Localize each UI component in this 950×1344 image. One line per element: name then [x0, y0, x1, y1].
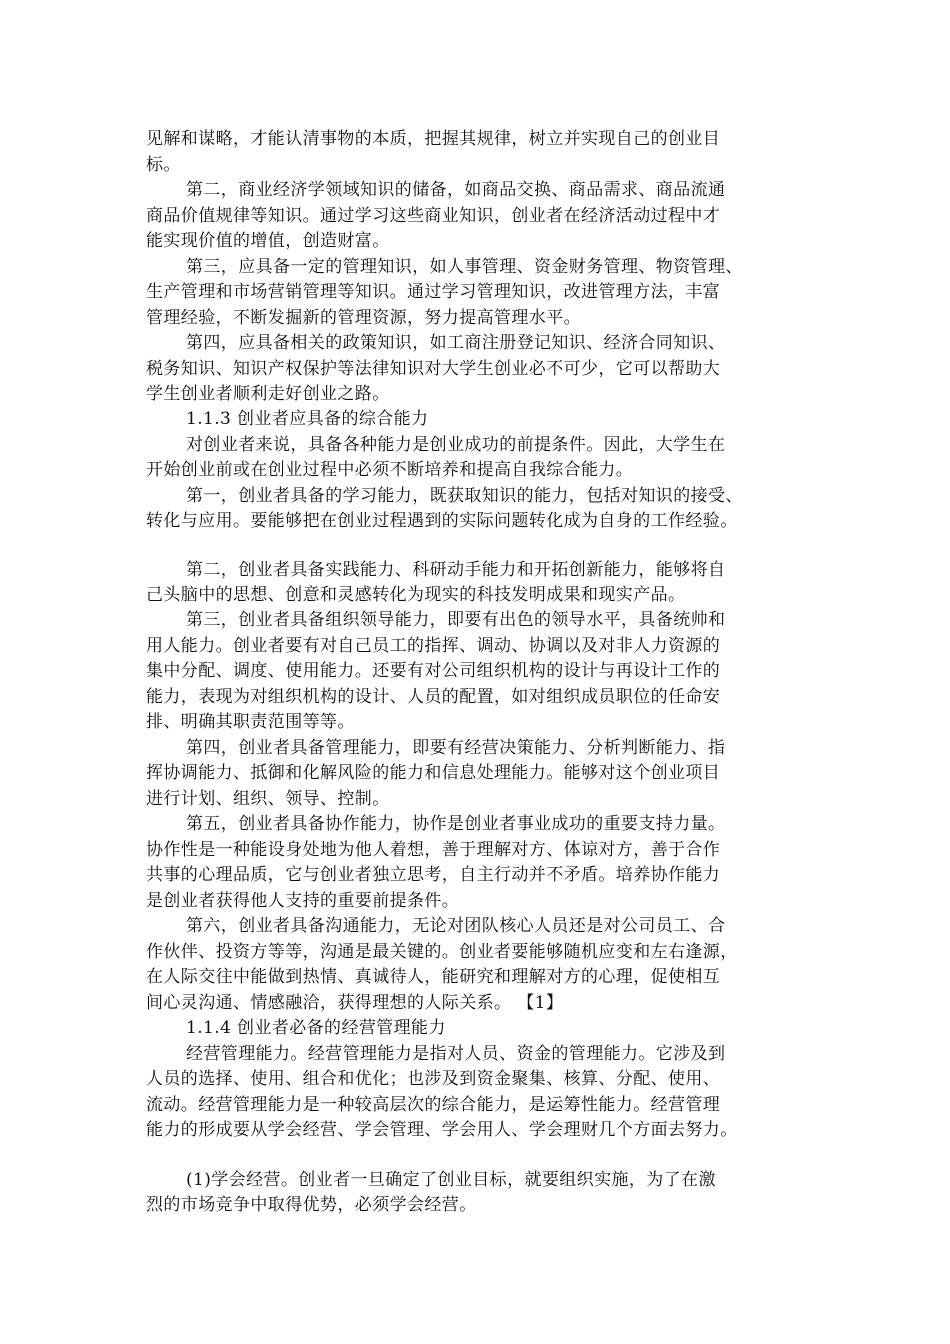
text-line: 排、明确其职责范围等等。	[146, 712, 355, 732]
text-line: 挥协调能力、抵御和化解风险的能力和信息处理能力。能够对这个创业项目	[146, 763, 721, 783]
text-line: 开始创业前或在创业过程中必须不断培养和提高自我综合能力。	[146, 460, 634, 480]
text-line: 第五，创业者具备协作能力，协作是创业者事业成功的重要支持力量。	[186, 814, 726, 834]
text-line: 第三，应具备一定的管理知识，如人事管理、资金财务管理、物资管理、	[186, 257, 743, 277]
section-heading: 1.1.4 创业者必备的经营管理能力	[186, 1018, 446, 1038]
text-line: 第四，应具备相关的政策知识，如工商注册登记知识、经济合同知识、	[186, 333, 726, 353]
text-line: 人员的选择、使用、组合和优化；也涉及到资金聚集、核算、分配、使用、	[146, 1069, 721, 1089]
text-line: 第六，创业者具备沟通能力，无论对团队核心人员还是对公司员工、合	[186, 916, 726, 936]
text-line: 流动。经营管理能力是一种较高层次的综合能力，是运筹性能力。经营管理	[146, 1095, 721, 1115]
text-line: 第二，创业者具备实践能力、科研动手能力和开拓创新能力，能够将自	[186, 560, 726, 580]
text-line: 进行计划、组织、领导、控制。	[146, 789, 390, 809]
text-line: 转化与应用。要能够把在创业过程遇到的实际问题转化成为自身的工作经验。	[146, 511, 738, 531]
text-line: 能实现价值的增值，创造财富。	[146, 231, 390, 251]
text-line: 共事的心理品质，它与创业者独立思考，自主行动并不矛盾。培养协作能力	[146, 865, 721, 885]
text-line: 第三，创业者具备组织领导能力，即要有出色的领导水平，具备统帅和	[186, 610, 726, 630]
text-line: 能力，表现为对组织机构的设计、人员的配置，如对组织成员职位的任命安	[146, 687, 721, 707]
text-line: 间心灵沟通、情感融洽，获得理想的人际关系。 【1】	[146, 993, 564, 1013]
text-line: 商品价值规律等知识。通过学习这些商业知识，创业者在经济活动过程中才	[146, 206, 721, 226]
text-line: 集中分配、调度、使用能力。还要有对公司组织机构的设计与再设计工作的	[146, 661, 721, 681]
text-line: 标。	[146, 155, 181, 175]
text-line: 第一，创业者具备的学习能力，既获取知识的能力，包括对知识的接受、	[186, 486, 743, 506]
text-line: 己头脑中的思想、创意和灵感转化为现实的科技发明成果和现实产品。	[146, 585, 686, 605]
text-line: 用人能力。创业者要有对自己员工的指挥、调动、协调以及对非人力资源的	[146, 636, 721, 656]
text-line: 对创业者来说，具备各种能力是创业成功的前提条件。因此，大学生在	[186, 435, 726, 455]
text-line: 是创业者获得他人支持的重要前提条件。	[146, 891, 460, 911]
text-line: 管理经验，不断发掘新的管理资源，努力提高管理水平。	[146, 308, 581, 328]
text-line: 第四，创业者具备管理能力，即要有经营决策能力、分析判断能力、指	[186, 738, 726, 758]
text-line: 学生创业者顺利走好创业之路。	[146, 384, 390, 404]
text-line: 能力的形成要从学会经营、学会管理、学会用人、学会理财几个方面去努力。	[146, 1120, 738, 1140]
text-line: 见解和谋略，才能认清事物的本质，把握其规律，树立并实现自己的创业目	[146, 129, 721, 149]
text-line: 在人际交往中能做到热情、真诚待人，能研究和理解对方的心理，促使相互	[146, 967, 721, 987]
text-line: 生产管理和市场营销管理等知识。通过学习管理知识，改进管理方法，丰富	[146, 282, 721, 302]
text-line: 协作性是一种能设身处地为他人着想，善于理解对方、体谅对方，善于合作	[146, 840, 721, 860]
text-line: 作伙伴、投资方等等，沟通是最关键的。创业者要能够随机应变和左右逢源，	[146, 942, 738, 962]
text-line: 税务知识、知识产权保护等法律知识对大学生创业必不可少，它可以帮助大	[146, 359, 721, 379]
text-line: (1)学会经营。创业者一旦确定了创业目标，就要组织实施，为了在激	[186, 1170, 716, 1190]
text-line: 第二，商业经济学领域知识的储备，如商品交换、商品需求、商品流通	[186, 180, 726, 200]
text-line: 经营管理能力。经营管理能力是指对人员、资金的管理能力。它涉及到	[186, 1044, 726, 1064]
text-line: 烈的市场竞争中取得优势，必须学会经营。	[146, 1195, 477, 1215]
section-heading: 1.1.3 创业者应具备的综合能力	[186, 409, 429, 429]
